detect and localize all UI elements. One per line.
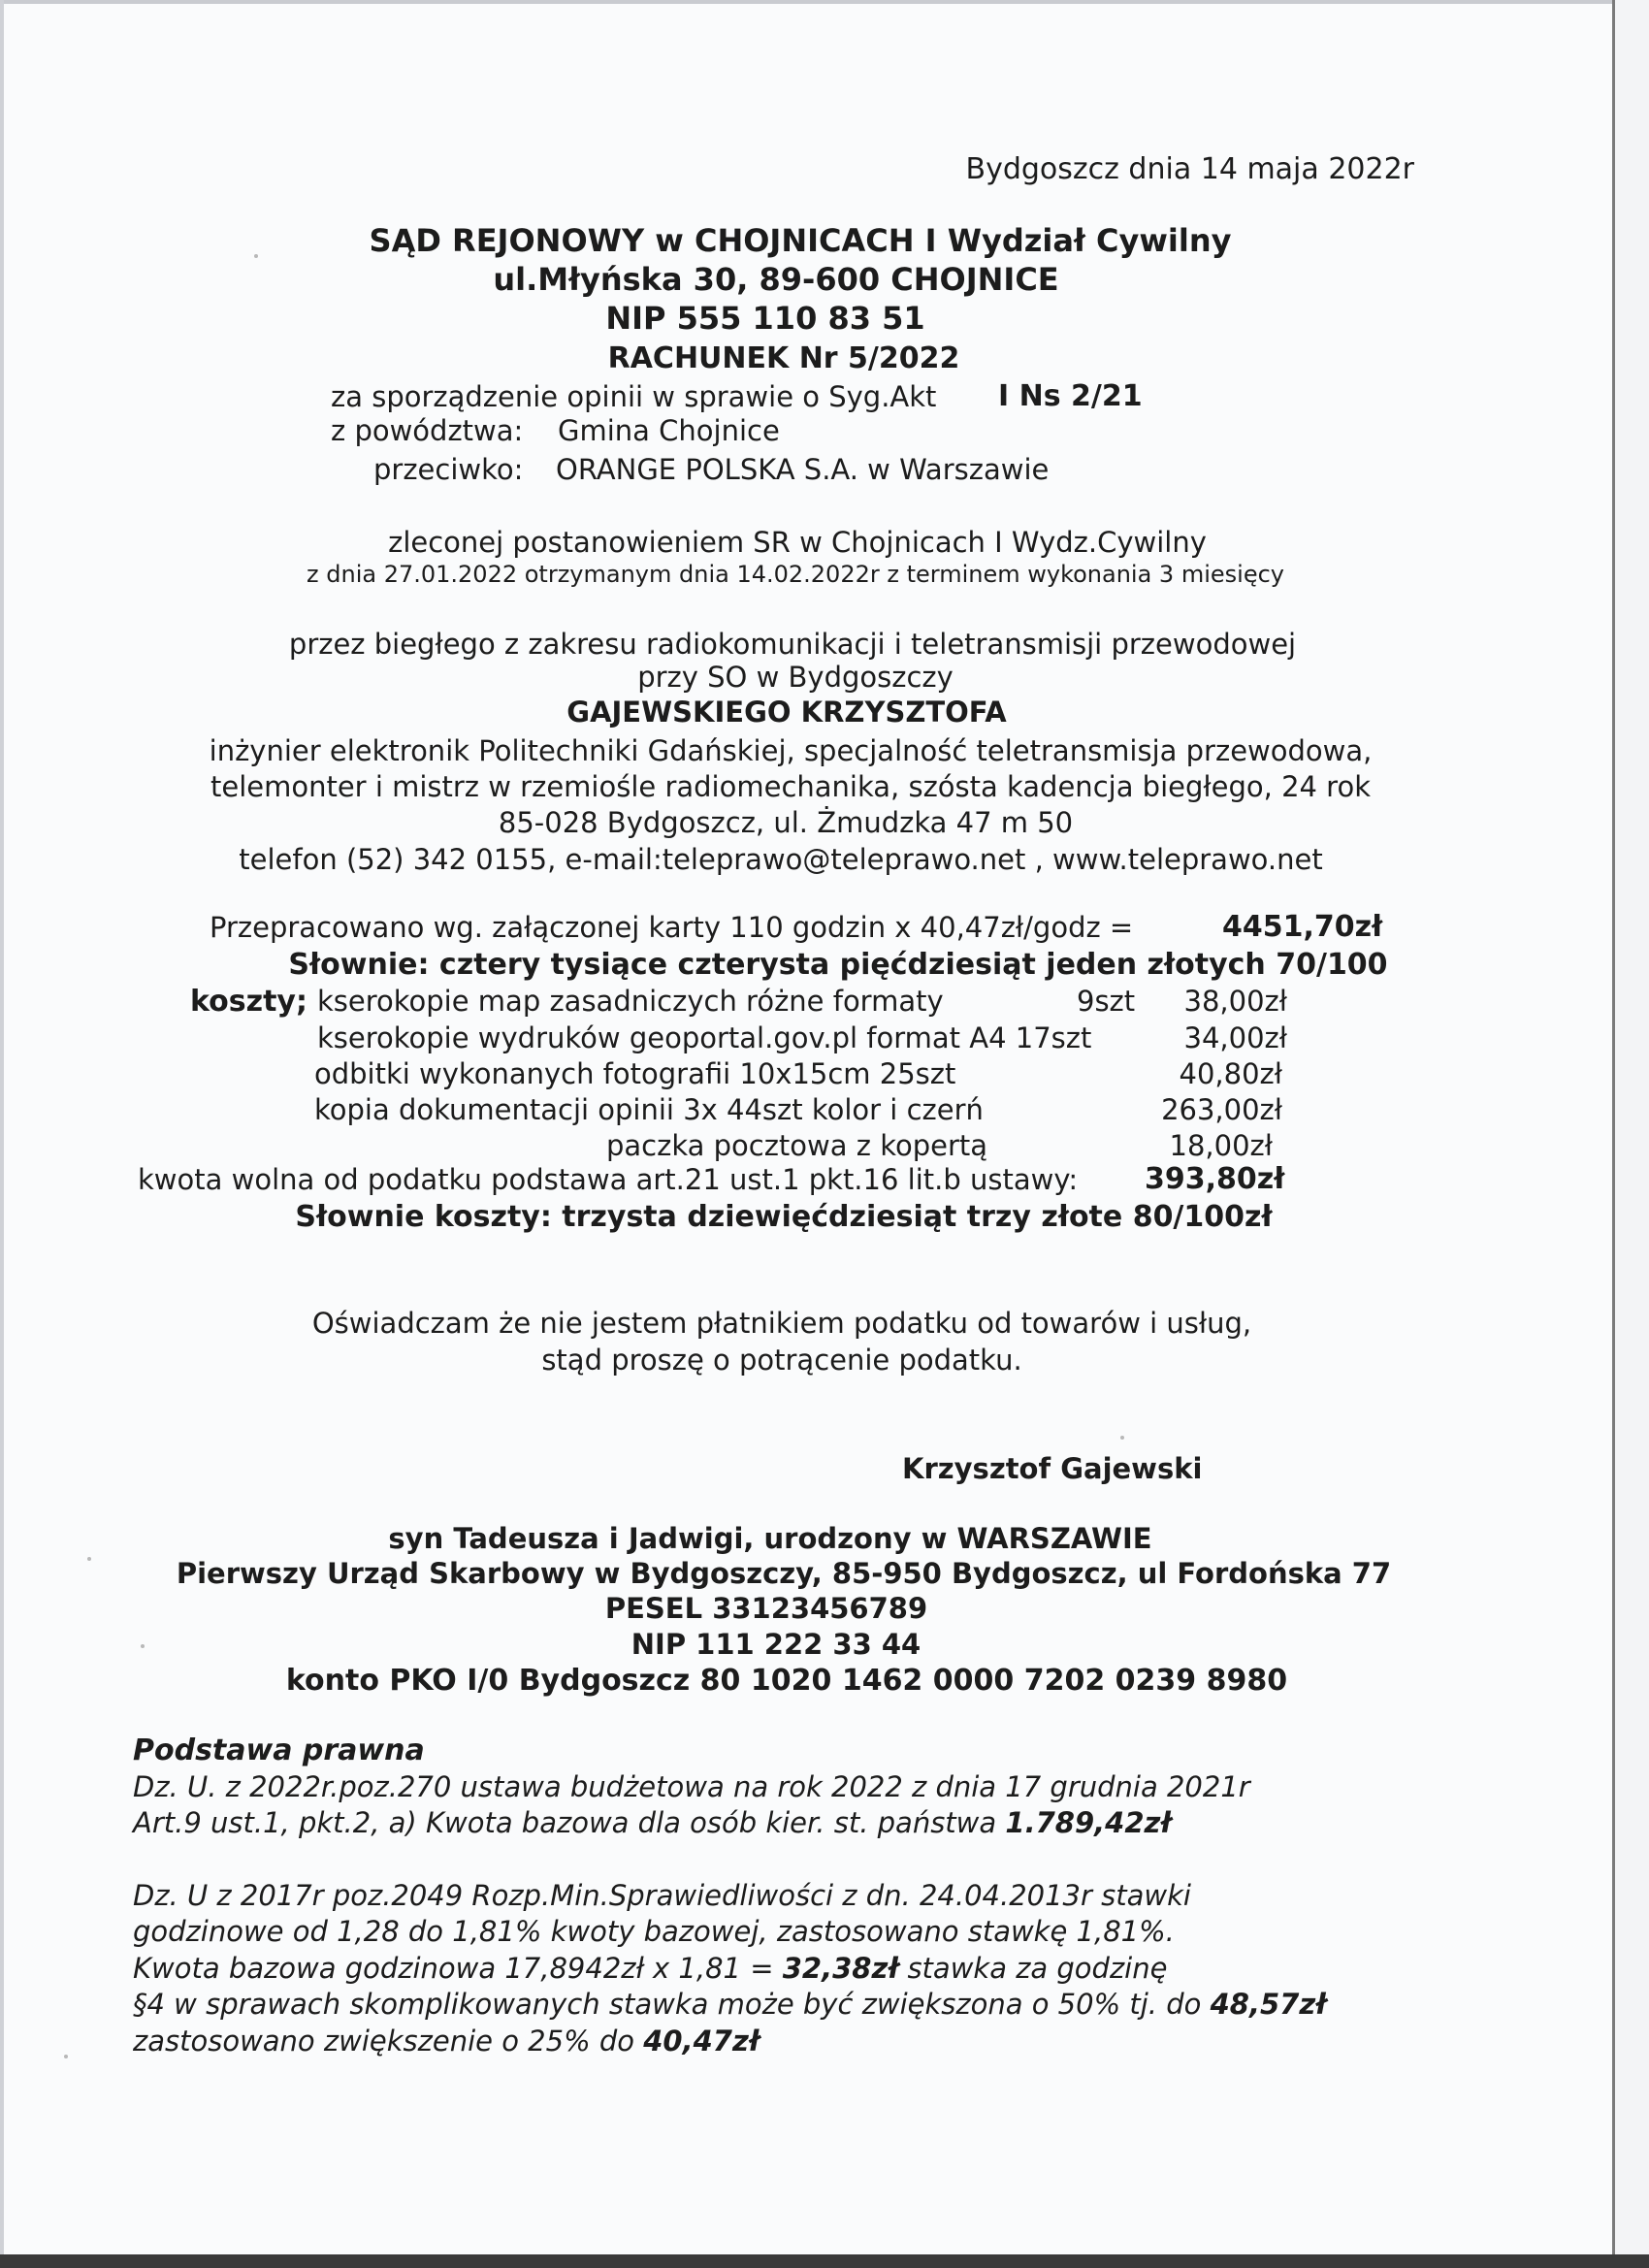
costs-total: 393,80zł [1145,1162,1285,1196]
cost-item-4-amount: 263,00zł [1161,1093,1282,1126]
bank-account: konto PKO I/0 Bydgoszcz 80 1020 1462 0000 7202 0239 8980 [285,1664,1288,1698]
cost-item-4: kopia dokumentacji opinii 3x 44szt kolor i czerń [314,1093,984,1126]
scan-speck [254,254,258,258]
plaintiff: Gmina Chojnice [558,414,780,447]
legal-p2-line4 [133,1988,1327,2021]
legal-p2-line3-amount: 32,38zł [782,1952,899,1985]
expert-name: GAJEWSKIEGO KRZYSZTOFA [566,696,1007,729]
defendant-label: przeciwko: [373,453,524,486]
legal-heading: Podstawa prawna [133,1733,425,1767]
defendant: ORANGE POLSKA S.A. w Warszawie [556,453,1050,486]
cost-item-3-amount: 40,80zł [1179,1057,1282,1090]
legal-p2-line4-amount: 48,57zł [1210,1988,1327,2021]
legal-p1-line2 [133,1806,1172,1839]
legal-p2-line5-amount: 40,47zł [643,2025,760,2057]
personal-pesel: PESEL 33123456789 [604,1592,928,1625]
legal-p2-line5-text: zastosowano zwiększenie o 25% do [133,2025,634,2057]
costs-total-line: kwota wolna od podatku podstawa art.21 ust.1 pkt.16 lit.b ustawy: [138,1163,1079,1196]
opinion-line: za sporządzenie opinii w sprawie o Syg.Akt [331,380,937,413]
personal-line-2: Pierwszy Urząd Skarbowy w Bydgoszczy, 85-950 Bydgoszcz, ul Fordońska 77 [176,1557,1392,1590]
expert-line-4: telemonter i mistrz w rzemiośle radiomechanika, szósta kadencja biegłego, 24 rok [210,770,1372,803]
order-line-1: zleconej postanowieniem SR w Chojnicach I Wydz.Cywilny [388,526,1207,559]
cost-item-5: paczka pocztowa z kopertą [606,1129,988,1162]
legal-p2-line3 [133,1952,1168,1985]
personal-nip: NIP 111 222 33 44 [630,1628,922,1661]
legal-p1-amount: 1.789,42zł [1005,1806,1172,1839]
legal-p2-line5 [133,2027,760,2056]
legal-p2-line3-text: Kwota bazowa godzinowa 17,8942zł x 1,81 = [133,1952,774,1985]
legal-p1-text: Art.9 ust.1, pkt.2, a) Kwota bazowa dla osób kier. st. państwa [133,1806,997,1839]
case-signature: I Ns 2/21 [998,379,1143,413]
expert-contact: telefon (52) 342 0155, e-mail:teleprawo@teleprawo.net , www.teleprawo.net [239,843,1323,876]
cost-item-1-amount: 38,00zł [1183,985,1287,1018]
scan-speck [141,1644,145,1648]
cost-item-1: kserokopie map zasadniczych różne formaty [317,985,944,1018]
expert-line-1: przez biegłego z zakresu radiokomunikacji i teletransmisji przewodowej [288,628,1297,661]
date-line: Bydgoszcz dnia 14 maja 2022r [965,152,1414,186]
legal-p2-line2: godzinowe od 1,28 do 1,81% kwoty bazowej, zastosowano stawkę 1,81%. [133,1915,1175,1948]
costs-words: Słownie koszty: trzysta dziewięćdziesiąt trzy złote 80/100zł [295,1200,1273,1234]
expert-line-3: inżynier elektronik Politechniki Gdańskiej, specjalność teletransmisja przewodowa, [209,734,1373,767]
personal-line-1: syn Tadeusza i Jadwigi, urodzony w WARSZAWIE [388,1522,1152,1555]
scan-edge-top [0,0,1612,4]
scan-edge-bottom [0,2254,1649,2268]
cost-item-2-amount: 34,00zł [1183,1021,1287,1054]
scan-speck [1120,1436,1124,1440]
statement-line-2: stąd proszę o potrącenie podatku. [541,1344,1022,1377]
legal-p2-line1: Dz. U z 2017r poz.2049 Rozp.Min.Sprawiedliwości z dn. 24.04.2013r stawki [133,1879,1191,1912]
work-amount: 4451,70zł [1222,910,1383,944]
cost-item-2: kserokopie wydruków geoportal.gov.pl format A4 17szt [317,1021,1092,1054]
legal-p2-line3-suffix: stawka za godzinę [907,1952,1168,1985]
cost-item-1-qty: 9szt [1077,985,1136,1018]
order-line-2: z dnia 27.01.2022 otrzymanym dnia 14.02.2022r z terminem wykonania 3 miesięcy [307,561,1284,588]
expert-address: 85-028 Bydgoszcz, ul. Żmudzka 47 m 50 [498,806,1074,839]
work-line: Przepracowano wg. załączonej karty 110 godzin x 40,47zł/godz = [210,911,1134,944]
court-address: ul.Młyńska 30, 89-600 CHOJNICE [493,261,1059,298]
plaintiff-label: z powództwa: [331,414,524,447]
cost-item-3: odbitki wykonanych fotografii 10x15cm 25szt [314,1057,956,1090]
work-words: Słownie: cztery tysiące czterysta pięćdziesiąt jeden złotych 70/100 [288,948,1388,982]
costs-label: koszty; [190,985,307,1019]
scan-speck [64,2055,68,2058]
legal-p2-line4-text: §4 w sprawach skomplikowanych stawka może być zwiększona o 50% tj. do [133,1988,1202,2021]
cost-item-5-amount: 18,00zł [1169,1129,1273,1162]
expert-line-2: przy SO w Bydgoszczy [637,661,954,694]
scan-edge-left [0,0,4,2254]
legal-p1-line1: Dz. U. z 2022r.poz.270 ustawa budżetowa na rok 2022 z dnia 17 grudnia 2021r [133,1770,1250,1803]
scan-speck [87,1557,91,1561]
signature-name: Krzysztof Gajewski [902,1452,1203,1485]
court-name: SĄD REJONOWY w CHOJNICACH I Wydział Cywilny [369,222,1232,259]
invoice-title: RACHUNEK Nr 5/2022 [607,341,960,375]
statement-line-1: Oświadczam że nie jestem płatnikiem podatku od towarów i usług, [311,1307,1252,1340]
court-nip: NIP 555 110 83 51 [605,300,925,337]
